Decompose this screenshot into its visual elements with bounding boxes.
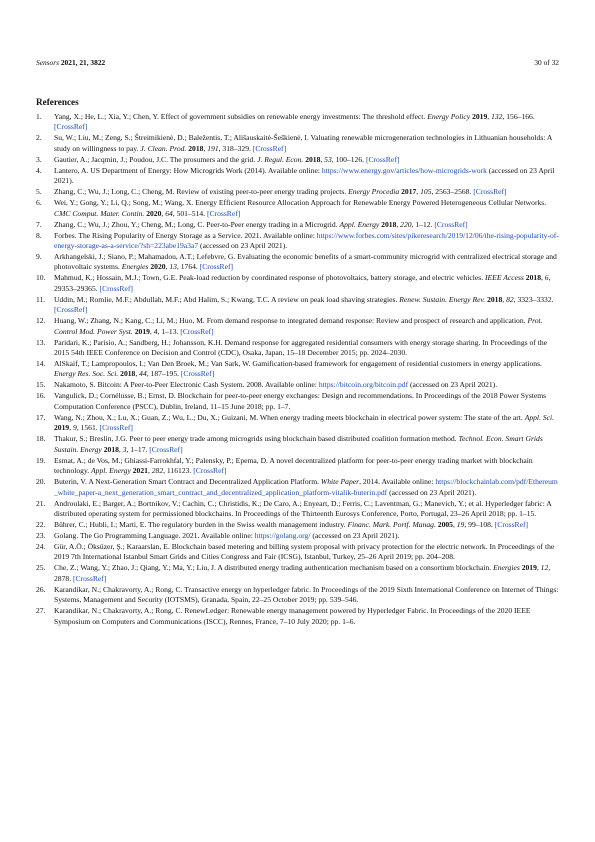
reference-number: 6. [36, 198, 42, 208]
reference-text: Huang, W.; Zhang, N.; Kang, C.; Li, M.; Huo, M. From demand response to integrated demand response: Review and prospect of research and application. [54, 316, 528, 326]
reference-text: , [396, 219, 401, 229]
reference-text: , [69, 423, 73, 433]
reference-venue: 13 [169, 262, 177, 272]
reference-number: 16. [36, 391, 46, 401]
reference-text: Esmat, A.; de Vos, M.; Ghiassi-Farrokhfal, Y.; Palensky, P.; Epema, D. A novel decentralized platform for peer-to-peer energy trading market with blockchain technology. [54, 455, 533, 476]
reference-year: 2018 [120, 369, 136, 379]
reference-text: , 318–329. [218, 143, 253, 153]
reference-year: 2020 [146, 208, 162, 218]
crossref-link[interactable]: [CrossRef] [99, 283, 133, 293]
reference-number: 25. [36, 563, 46, 573]
reference-url-link[interactable]: https://bitcoin.org/bitcoin.pdf [318, 380, 409, 390]
reference-text: , 187–195. [146, 369, 181, 379]
reference-text: , [487, 112, 492, 121]
crossref-link[interactable]: [CrossRef] [149, 444, 183, 454]
reference-text: Arkhangelski, J.; Siano, P.; Mahamadou, A.T.; Lefebvre, G. Evaluating the economic benefits of a smart-community microgrid with centralized electrical storage and photovoltaic systems. [54, 252, 557, 272]
reference-number: 26. [36, 584, 46, 594]
reference-item [36, 391, 560, 412]
reference-year: 2018 [305, 154, 321, 164]
reference-text: Yang, X.; He, L.; Xia, Y.; Chen, Y. Effect of government subsidies on renewable energy investments: The threshold effect. [54, 112, 428, 121]
crossref-link[interactable]: [CrossRef] [494, 519, 529, 529]
reference-number: 4. [36, 165, 42, 175]
journal-name: Sensors [36, 58, 59, 67]
reference-item [36, 520, 560, 530]
reference-venue: 12 [540, 563, 549, 573]
reference-text: , 2563–2568. [431, 187, 474, 197]
reference-venue: Energy Policy [427, 112, 471, 121]
crossref-link[interactable]: [CrossRef] [54, 305, 88, 315]
reference-year: 2018 [381, 219, 397, 229]
journal-year: 2021, 21, 3822 [60, 58, 106, 67]
reference-text: , 100–126. [331, 154, 366, 164]
reference-text: , [452, 519, 457, 529]
reference-text: , 1–13. [157, 326, 181, 336]
reference-text: Androulaki, E.; Barger, A.; Bortnikov, V.; Cachin, C.; Christidis, K.; De Caro, A.; Enyeart, D.; Ferris, C.; Laventman, G.; Manevich, Y.; et al. Hyperledger fabric: A distributed operating system for permissioned blockchains. In Proceedings of the Thirteenth Eurosys Conference, Porto, Portugal, 23–26 April 2018; pp. 1–15. [54, 498, 552, 518]
reference-text: (accessed on 23 April 2021). [54, 165, 555, 186]
reference-number: 15. [36, 380, 46, 390]
reference-text: Uddin, M.; Romlie, M.F.; Abdullah, M.F.; Abd Halim, S.; Kwang, T.C. A review on peak load shaving strategies. [54, 294, 400, 304]
reference-number: 9. [36, 252, 42, 262]
reference-text: , 156–166. [502, 112, 535, 121]
journal-citation [36, 58, 105, 67]
reference-text: , [161, 208, 166, 218]
reference-text: Karandikar, N.; Chakravorty, A.; Rong, C. Transactive energy on hyperledger fabric. In Proceedings of the 2019 Sixth International Conference on Internet of Things: Systems, Management and Security (IOTSMS), Granada, Spain, 22–25 October 2019; pp. 539–546. [54, 584, 559, 605]
reference-item [36, 273, 560, 294]
reference-item [36, 220, 560, 230]
reference-venue: White Paper [320, 477, 360, 487]
reference-url-link[interactable]: https://blockchainlab.com/pdf/Ethereum_white_paper-a_next_generation_smart_contract_and_decentralized_application_platform-vitalik-buterin.pdf [54, 477, 558, 497]
reference-number: 10. [36, 273, 46, 283]
reference-text: Nakamoto, S. Bitcoin: A Peer-to-Peer Electronic Cash System. 2008. Available online: [54, 380, 319, 390]
reference-text: , 116123. [163, 466, 194, 476]
reference-text: (accessed on 23 April 2021). [387, 487, 477, 497]
reference-text: (accessed on 23 April 2021). [408, 380, 498, 390]
crossref-link[interactable]: [CrossRef] [99, 423, 133, 433]
crossref-link[interactable]: [CrossRef] [72, 573, 107, 583]
reference-venue: 6 [544, 273, 549, 283]
reference-text: Karandikar, N.; Chakravorty, A.; Rong, C. RenewLedger: Renewable energy management powered by Hyperledger Fabric. In Proceedings of the 2020 IEEE Symposium on Computers and Communications (ISCC), Rennes, France, 7–10 July 2020; pp. 1–6. [54, 606, 531, 626]
reference-text: , 1561. [76, 423, 100, 433]
reference-number: 1. [36, 112, 42, 121]
reference-text: Gautier, A.; Jacqmin, J.; Poudou, J.C. The prosumers and the grid. [54, 154, 258, 164]
reference-url-link[interactable]: https://golang.org/ [254, 530, 311, 540]
reference-item [36, 434, 560, 455]
reference-number: 14. [36, 359, 46, 369]
reference-text: Lantero, A. US Department of Energy: How Microgrids Work (2014). Available online: [54, 165, 322, 175]
reference-item [36, 585, 560, 606]
reference-text: Mahmud, K.; Hossain, M.J.; Town, G.E. Peak-load reduction by coordinated response of photovoltaics, battery storage, and electric vehicles. [54, 273, 486, 283]
reference-year: 2019 [472, 112, 488, 121]
reference-venue: Energy Procedia [348, 187, 400, 197]
reference-text: , 29353–29365. [54, 273, 551, 293]
reference-venue: 44 [139, 369, 147, 379]
reference-url-link[interactable]: https://www.energy.gov/articles/how-microgrids-work [321, 165, 487, 175]
reference-venue: Appl. Energy [91, 466, 131, 476]
reference-number: 11. [36, 294, 46, 304]
reference-item [36, 380, 560, 390]
reference-item [36, 166, 560, 187]
reference-venue: Renew. Sustain. Energy Rev. [399, 294, 486, 304]
reference-item [36, 155, 560, 165]
reference-year: 2020 [150, 262, 166, 272]
reference-venue: 4 [153, 326, 158, 336]
reference-year: 2019 [521, 563, 537, 573]
reference-text: , [416, 187, 421, 197]
reference-url-link[interactable]: https://www.forbes.com/sites/pikeresearch/2019/12/06/the-rising-popularity-of-energy-storage-as-a-service/?sh=223abe19a3a7 [54, 230, 559, 251]
reference-item [36, 499, 560, 520]
reference-venue: Appl. Energy [339, 219, 380, 229]
reference-text: , 2014. Available online: [359, 477, 436, 487]
reference-year: 2019 [134, 326, 150, 336]
reference-venue: 19 [456, 519, 465, 529]
reference-number: 20. [36, 477, 46, 487]
reference-number: 3. [36, 154, 42, 164]
reference-venue: J. Regul. Econ. [257, 154, 304, 164]
crossref-link[interactable]: [CrossRef] [199, 262, 234, 272]
reference-text: , [149, 326, 154, 336]
reference-text: Zhang, C.; Wu, J.; Zhou, Y.; Cheng, M.; Long, C. Peer-to-Peer energy trading in a Microgrid. [54, 219, 340, 229]
reference-item [36, 413, 560, 434]
reference-number: 18. [36, 434, 46, 444]
crossref-link[interactable]: [CrossRef] [434, 219, 468, 229]
reference-number: 17. [36, 412, 46, 422]
reference-number: 19. [36, 455, 46, 465]
reference-venue: CMC Comput. Mater. Contin. [54, 208, 145, 218]
reference-text: Forbes. The Rising Popularity of Energy Storage as a Service. 2021. Available online: [54, 230, 317, 240]
section-heading: References [36, 97, 79, 107]
reference-text: Wei, Y.; Gong, Y.; Li, Q.; Song, M.; Wang, X. Energy Efficient Resource Allocation Approach for Renewable Energy Powered Heterogeneous Cellular Networks. [54, 198, 547, 208]
reference-text: , [502, 294, 507, 304]
reference-item [36, 456, 560, 477]
reference-item [36, 606, 560, 627]
reference-item [36, 231, 560, 252]
reference-number: 13. [36, 337, 46, 347]
reference-number: 12. [36, 316, 46, 326]
reference-text: Zhang, C.; Wu, J.; Long, C.; Cheng, M. Review of existing peer-to-peer energy trading projects. [54, 187, 349, 197]
reference-year: 2018 [487, 294, 503, 304]
reference-venue: Energies [493, 563, 520, 573]
reference-text: , [165, 262, 170, 272]
reference-text: Su, W.; Liu, M.; Zeng, S.; Štreimikienė, D.; Baležentis, T.; Ališauskaitė-Šeškienė, I. Valuating renewable microgeneration technologies in Lithuanian households: A study on willingness to pay. [54, 133, 552, 153]
reference-year: 2005 [437, 519, 453, 529]
reference-venue: 282 [151, 466, 164, 476]
reference-item [36, 252, 560, 273]
reference-text: (accessed on 23 April 2021). [198, 241, 288, 251]
reference-venue: 53 [324, 154, 332, 164]
reference-text: Bührer, C.; Hubli, I.; Marti, E. The regulatory burden in the Swiss wealth management industry. [54, 519, 348, 529]
reference-text: Gür, A.Ö.; Öksüzer, Ş.; Karaarslan, E. Blockchain based metering and billing system proposal with privacy protection for the electric network. In Proceedings of the 2019 7th International Istanbul Smart Grids and Cities Congress and Fair (ICSG), Istanbul, Turkey, 25–26 April 2019; pp. 204–208. [54, 541, 555, 562]
reference-number: 21. [36, 498, 46, 508]
reference-number: 5. [36, 187, 42, 197]
reference-text: , 1764. [176, 262, 200, 272]
reference-venue: 9 [72, 423, 77, 433]
reference-item [36, 295, 560, 316]
reference-item [36, 359, 560, 380]
crossref-link[interactable]: [CrossRef] [365, 154, 400, 164]
reference-year: 2017 [401, 187, 417, 197]
reference-item [36, 338, 560, 359]
reference-item [36, 563, 560, 584]
reference-venue: IEEE Access [485, 273, 524, 283]
reference-number: 23. [36, 530, 46, 540]
crossref-link[interactable]: [CrossRef] [193, 466, 227, 476]
reference-venue: Energies [121, 262, 149, 272]
reference-text: , [540, 273, 545, 283]
reference-item [36, 112, 560, 133]
running-header [36, 58, 559, 67]
reference-venue: J. Clean. Prod. [140, 143, 187, 153]
reference-text: , 3323–3332. [513, 294, 554, 304]
reference-venue: Energy Res. Soc. Sci. [54, 369, 119, 379]
reference-venue: Prot. Control Mod. Power Syst. [54, 316, 543, 336]
reference-text: , [135, 369, 140, 379]
reference-item [36, 133, 560, 154]
reference-item [36, 531, 560, 541]
crossref-link[interactable]: [CrossRef] [252, 143, 287, 153]
reference-number: 8. [36, 230, 42, 240]
reference-item [36, 187, 560, 197]
reference-text: , 99–108. [464, 519, 495, 529]
crossref-link[interactable]: [CrossRef] [206, 208, 241, 218]
reference-item [36, 542, 560, 563]
page-indicator: 30 of 32 [534, 58, 559, 67]
reference-year: 2018 [525, 273, 541, 283]
reference-text: AlSkaif, T.; Lampropoulos, I.; Van Den Broek, M.; Van Sark, W. Gamification-based framework for engagement of residential customers in energy applications. [54, 359, 542, 369]
reference-year: 2019 [54, 423, 70, 433]
reference-venue: 132 [491, 112, 503, 121]
reference-text: , [320, 154, 325, 164]
reference-venue: Technol. Econ. Smart Grids Sustain. Energy [54, 434, 543, 454]
reference-number: 2. [36, 133, 42, 143]
reference-number: 7. [36, 219, 42, 229]
reference-text: , [203, 143, 208, 153]
reference-venue: Appl. Sci. [524, 412, 555, 422]
crossref-link[interactable]: [CrossRef] [473, 187, 507, 197]
reference-number: 24. [36, 541, 46, 551]
reference-text: , 501–514. [172, 208, 207, 218]
reference-text: , 2878. [54, 563, 551, 583]
reference-item [36, 477, 560, 498]
reference-venue: 3 [122, 444, 127, 454]
reference-number: 27. [36, 606, 46, 616]
reference-text: Buterin, V. A Next-Generation Smart Contract and Decentralized Application Platform. [54, 477, 321, 487]
reference-text: , [536, 563, 541, 573]
reference-item [36, 198, 560, 219]
reference-venue: 220 [400, 219, 412, 229]
reference-text: , 1–17. [126, 444, 150, 454]
reference-year: 2018 [103, 444, 119, 454]
reference-venue: 64 [165, 208, 173, 218]
reference-text: (accessed on 23 April 2021). [310, 530, 400, 540]
reference-number: 22. [36, 519, 46, 529]
reference-text: Golang. The Go Programming Language. 2021. Available online: [54, 530, 255, 540]
reference-list [36, 112, 560, 628]
reference-venue: Financ. Mark. Portf. Manag. [347, 519, 436, 529]
reference-venue: 191 [207, 143, 219, 153]
reference-text: Wang, N.; Zhou, X.; Lu, X.; Guan, Z.; Wu, L.; Du, X.; Guizani, M. When energy trading meets blockchain in electrical power system: The state of the art. [54, 412, 525, 422]
reference-text: , 1–12. [411, 219, 435, 229]
reference-item [36, 316, 560, 337]
crossref-link[interactable]: [CrossRef] [180, 369, 215, 379]
reference-year: 2018 [188, 143, 204, 153]
reference-text: Thakur, S.; Breslin, J.G. Peer to peer energy trade among microgrids using blockchain based distributed coalition formation method. [54, 434, 459, 444]
reference-venue: 82 [506, 294, 514, 304]
crossref-link[interactable]: [CrossRef] [54, 122, 88, 132]
reference-text: Vangulick, D.; Cornélusse, B.; Ernst, D. Blockchain for peer-to-peer energy exchanges: Design and recommendations. In Proceedings of the 2018 Power Systems Computation Conference (PSCC), Dublin, Ireland, 11–15 June 2018; pp. 1–7. [54, 391, 547, 411]
crossref-link[interactable]: [CrossRef] [180, 326, 214, 336]
reference-text: , [147, 466, 152, 476]
reference-text: , [118, 444, 123, 454]
reference-year: 2021 [132, 466, 148, 476]
reference-text: Che, Z.; Wang, Y.; Zhao, J.; Qiang, Y.; Ma, Y.; Liu, J. A distributed energy trading authentication mechanism based on a consortium blockchain. [54, 563, 494, 573]
reference-venue: 105 [420, 187, 432, 197]
reference-text: Paridari, K.; Parisio, A.; Sandberg, H.; Johansson, K.H. Demand response for aggregated residential consumers with energy storage sharing. In Proceedings of the 2015 54th IEEE Conference on Decision and Control (CDC), Osaka, Japan, 15–18 December 2015; pp. 2024–2030. [54, 337, 547, 358]
